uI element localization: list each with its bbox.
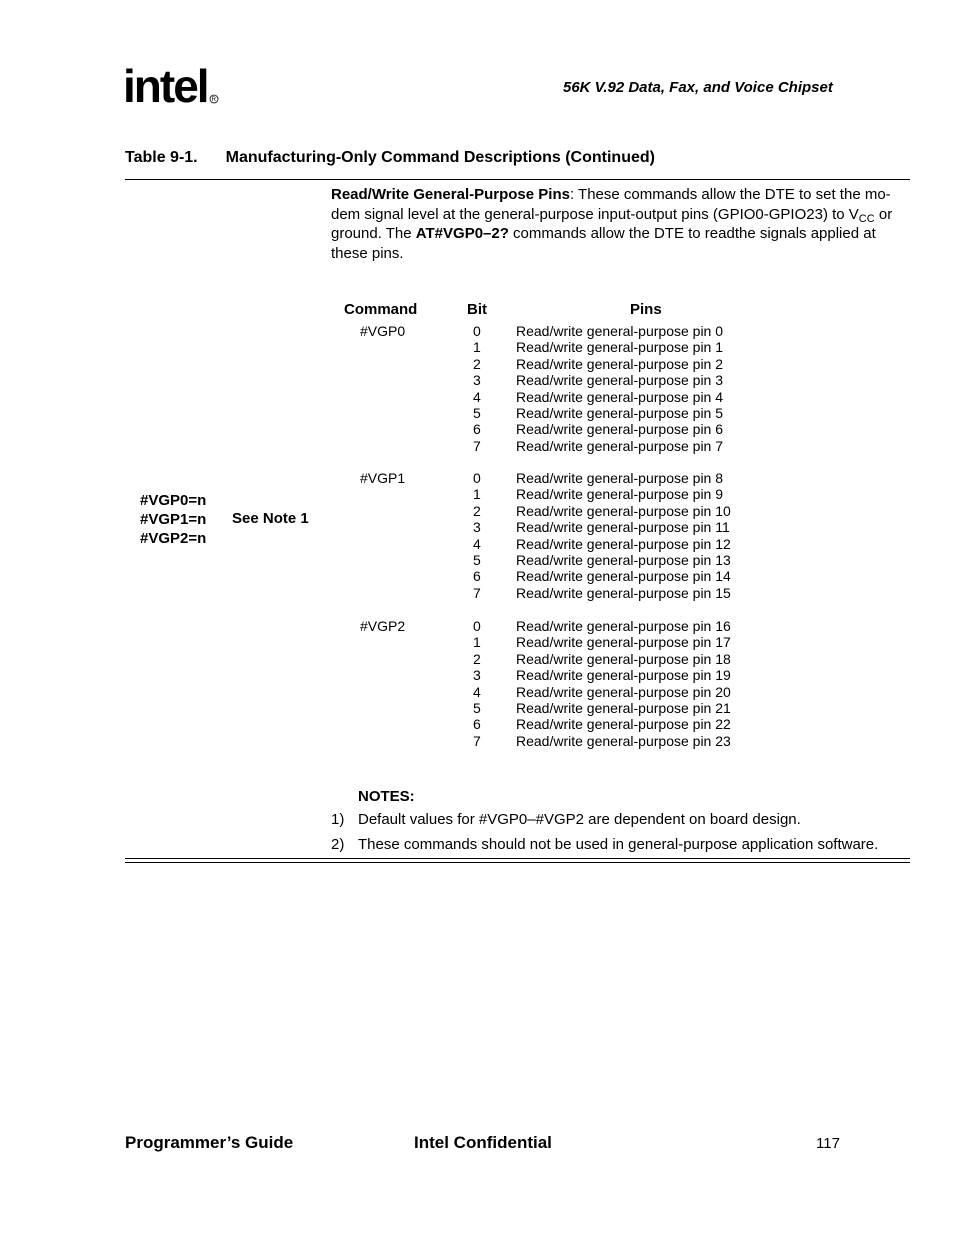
pin-cell: Read/write general-purpose pin 8 bbox=[516, 470, 724, 486]
pin-cell: Read/write general-purpose pin 6 bbox=[516, 421, 724, 438]
table-row bbox=[0, 684, 954, 700]
pin-cell: Read/write general-purpose pin 3 bbox=[516, 372, 724, 389]
intel-logo bbox=[123, 60, 223, 120]
pin-cell: Read/write general-purpose pin 21 bbox=[516, 700, 731, 716]
footer-confidential: Intel Confidential bbox=[414, 1133, 552, 1152]
note-item bbox=[331, 836, 878, 853]
note-number: 2) bbox=[331, 836, 345, 853]
document-title: 56K V.92 Data, Fax, and Voice Chipset bbox=[563, 79, 833, 96]
table-caption bbox=[125, 149, 655, 167]
footer-guide-title: Programmer’s Guide bbox=[125, 1133, 294, 1152]
pin-cell: Read/write general-purpose pin 20 bbox=[516, 683, 731, 700]
bit-cell: 3 bbox=[473, 519, 481, 536]
see-note-reference: See Note 1 bbox=[232, 510, 309, 527]
pin-cell: Read/write general-purpose pin 0 bbox=[516, 323, 724, 339]
table-row bbox=[0, 323, 954, 339]
description-text: commands allow the DTE to readthe signals applied at these pins. bbox=[331, 225, 876, 262]
bit-cell: 1 bbox=[473, 339, 481, 356]
bit-cell: 0 bbox=[473, 470, 481, 486]
table-top-rule bbox=[125, 179, 910, 180]
bit-cell: 1 bbox=[473, 486, 481, 503]
bit-cell: 1 bbox=[473, 634, 481, 651]
pin-cell: Read/write general-purpose pin 15 bbox=[516, 584, 731, 601]
table-row bbox=[0, 421, 954, 437]
table-row bbox=[0, 618, 954, 634]
table-bottom-rule bbox=[125, 862, 910, 863]
table-row bbox=[0, 356, 954, 372]
command-name: #VGP1=n bbox=[140, 511, 207, 528]
note-text: Default values for #VGP0–#VGP2 are dependent on board design. bbox=[358, 811, 801, 828]
pin-cell: Read/write general-purpose pin 17 bbox=[516, 634, 731, 651]
table-row bbox=[0, 470, 954, 486]
pin-cell: Read/write general-purpose pin 4 bbox=[516, 388, 724, 405]
table-title: Manufacturing-Only Command Descriptions (Continued) bbox=[225, 149, 655, 166]
bit-cell: 5 bbox=[473, 552, 481, 568]
pin-cell: Read/write general-purpose pin 18 bbox=[516, 650, 731, 667]
table-row bbox=[0, 651, 954, 667]
pin-cell: Read/write general-purpose pin 13 bbox=[516, 552, 731, 568]
bit-cell: 5 bbox=[473, 405, 481, 421]
table-row bbox=[0, 339, 954, 355]
bit-cell: 2 bbox=[473, 650, 481, 667]
pin-cell: Read/write general-purpose pin 22 bbox=[516, 716, 731, 733]
command-description bbox=[331, 185, 906, 263]
bit-cell: 6 bbox=[473, 716, 481, 733]
pin-cell: Read/write general-purpose pin 5 bbox=[516, 405, 724, 421]
bit-cell: 7 bbox=[473, 437, 481, 454]
table-row bbox=[0, 405, 954, 421]
pin-cell: Read/write general-purpose pin 11 bbox=[516, 519, 730, 536]
svg-text:R: R bbox=[211, 97, 216, 104]
logo-wordmark: intel bbox=[123, 60, 208, 112]
vcc-subscript: CC bbox=[858, 212, 875, 225]
bit-cell: 2 bbox=[473, 355, 481, 372]
bit-cell: 4 bbox=[473, 535, 481, 552]
table-bottom-rule bbox=[125, 858, 910, 859]
command-names bbox=[140, 491, 206, 548]
pin-cell: Read/write general-purpose pin 23 bbox=[516, 732, 731, 749]
column-header-command: Command bbox=[344, 301, 418, 318]
bit-cell: 7 bbox=[473, 732, 481, 749]
bit-cell: 3 bbox=[473, 667, 481, 684]
table-row bbox=[0, 552, 954, 568]
table-row bbox=[0, 389, 954, 405]
bit-cell: 4 bbox=[473, 683, 481, 700]
pin-cell: Read/write general-purpose pin 10 bbox=[516, 502, 731, 519]
pin-cell: Read/write general-purpose pin 7 bbox=[516, 437, 724, 454]
description-text: or ground. The bbox=[331, 205, 893, 242]
table-row bbox=[0, 700, 954, 716]
description-text: : These commands allow the DTE to set the mo-dem signal level at the general-purpose input-output pins (GPIO0-GPIO23) to V bbox=[331, 186, 891, 223]
group-command: #VGP1 bbox=[360, 470, 406, 486]
table-row bbox=[0, 372, 954, 388]
pin-cell: Read/write general-purpose pin 9 bbox=[516, 486, 724, 503]
table-row bbox=[0, 585, 954, 601]
bit-cell: 6 bbox=[473, 421, 481, 438]
column-header-pins: Pins bbox=[630, 301, 662, 318]
command-name: #VGP0=n bbox=[140, 492, 207, 509]
pin-cell: Read/write general-purpose pin 16 bbox=[516, 618, 731, 634]
page-number: 117 bbox=[816, 1135, 840, 1152]
group-command: #VGP0 bbox=[360, 323, 406, 339]
bit-cell: 0 bbox=[473, 323, 481, 339]
table-number: Table 9-1. bbox=[125, 149, 198, 166]
bit-cell: 6 bbox=[473, 568, 481, 585]
command-name: #VGP2=n bbox=[140, 530, 207, 547]
table-row bbox=[0, 568, 954, 584]
bit-cell: 4 bbox=[473, 388, 481, 405]
description-lead: Read/Write General-Purpose Pins bbox=[331, 186, 570, 203]
column-header-bit: Bit bbox=[467, 301, 487, 318]
pin-cell: Read/write general-purpose pin 12 bbox=[516, 535, 731, 552]
bit-cell: 7 bbox=[473, 584, 481, 601]
bit-cell: 0 bbox=[473, 618, 481, 634]
table-row bbox=[0, 716, 954, 732]
pin-cell: Read/write general-purpose pin 2 bbox=[516, 355, 724, 372]
table-row bbox=[0, 438, 954, 454]
pin-cell: Read/write general-purpose pin 1 bbox=[516, 339, 724, 356]
table-row bbox=[0, 733, 954, 749]
description-command: AT#VGP0–2? bbox=[415, 225, 509, 242]
bit-cell: 2 bbox=[473, 502, 481, 519]
bit-cell: 5 bbox=[473, 700, 481, 716]
group-command: #VGP2 bbox=[360, 618, 406, 634]
note-item bbox=[331, 811, 801, 828]
note-number: 1) bbox=[331, 811, 345, 828]
notes-heading: NOTES: bbox=[358, 788, 415, 805]
bit-cell: 3 bbox=[473, 372, 481, 389]
table-row bbox=[0, 634, 954, 650]
table-row bbox=[0, 667, 954, 683]
pin-cell: Read/write general-purpose pin 14 bbox=[516, 568, 731, 585]
note-text: These commands should not be used in general-purpose application software. bbox=[358, 836, 879, 853]
pin-cell: Read/write general-purpose pin 19 bbox=[516, 667, 731, 684]
